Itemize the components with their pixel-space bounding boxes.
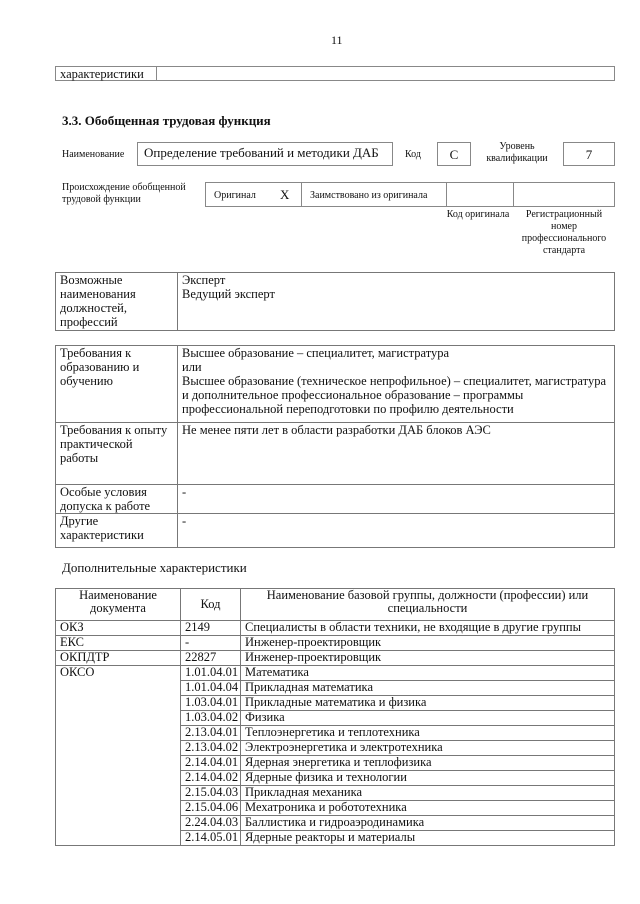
original-mark: X xyxy=(280,187,290,202)
position: Ведущий эксперт xyxy=(182,287,275,301)
name-cell: Инженер-проектировщик xyxy=(241,636,615,651)
code-cell: 2.13.04.02 xyxy=(181,741,241,756)
req-label: Требования к образованию и обучению xyxy=(56,346,178,423)
positions-label: Возможные наименования должностей, профессий xyxy=(56,273,178,331)
code-cell: 2.14.05.01 xyxy=(181,831,241,846)
req-value xyxy=(178,346,615,423)
doc-cell: ЕКС xyxy=(56,636,181,651)
positions-table xyxy=(55,272,615,331)
req-line: Высшее образование – специалитет, магистратура xyxy=(182,346,450,360)
req-line: Высшее образование (техническое непрофильное) – специалитет, магистратура и дополнительное профессиональное образование – программы профессиональной переподготовки по профилю деятельности xyxy=(182,374,606,416)
code-cell: 2.14.04.01 xyxy=(181,756,241,771)
naming-label: Наименование xyxy=(62,149,125,160)
code-cell: 2149 xyxy=(181,621,241,636)
table-row xyxy=(56,636,615,651)
name-cell: Теплоэнергетика и теплотехника xyxy=(241,726,615,741)
name-cell: Прикладная механика xyxy=(241,786,615,801)
name-cell: Баллистика и гидроаэродинамика xyxy=(241,816,615,831)
additional-title: Дополнительные характеристики xyxy=(62,560,247,575)
doc-cell: ОКЗ xyxy=(56,621,181,636)
name-cell: Ядерные реакторы и материалы xyxy=(241,831,615,846)
code-value: C xyxy=(437,142,471,166)
code-label: Код xyxy=(405,149,421,160)
origin-label: Происхождение обобщенной трудовой функции xyxy=(62,182,186,205)
req-label: Требования к опыту практической работы xyxy=(56,423,178,485)
req-label: Особые условия допуска к работе xyxy=(56,485,178,514)
doc-cell: ОКПДТР xyxy=(56,651,181,666)
divider xyxy=(446,183,447,206)
page-number: 11 xyxy=(331,33,343,47)
table-row xyxy=(56,621,615,636)
table-row xyxy=(56,666,615,681)
header-code: Код xyxy=(181,589,241,621)
name-cell: Специалисты в области техники, не входящие в другие группы xyxy=(241,621,615,636)
code-cell: 2.14.04.02 xyxy=(181,771,241,786)
prev-row xyxy=(55,66,615,81)
section-title: 3.3. Обобщенная трудовая функция xyxy=(62,113,271,128)
code-cell: 2.15.04.06 xyxy=(181,801,241,816)
req-label: Другие характеристики xyxy=(56,514,178,548)
code-cell: 2.24.04.03 xyxy=(181,816,241,831)
req-value: Не менее пяти лет в области разработки ДАБ блоков АЭС xyxy=(178,423,615,485)
header-name: Наименование базовой группы, должности (профессии) или специальности xyxy=(241,589,615,621)
divider xyxy=(301,183,302,206)
code-cell: - xyxy=(181,636,241,651)
additional-table xyxy=(55,588,615,846)
original-label: Оригинал xyxy=(214,190,256,201)
level-label: Уровень квалификации xyxy=(486,141,548,164)
reg-number-caption: Регистрационный номер профессионального стандарта xyxy=(521,209,607,256)
divider xyxy=(513,183,514,206)
function-name: Определение требований и методики ДАБ xyxy=(137,142,393,166)
name-cell: Электроэнергетика и электротехника xyxy=(241,741,615,756)
code-cell: 1.01.04.01 xyxy=(181,666,241,681)
divider xyxy=(156,67,157,80)
name-cell: Математика xyxy=(241,666,615,681)
name-cell: Физика xyxy=(241,711,615,726)
code-cell: 22827 xyxy=(181,651,241,666)
name-cell: Инженер-проектировщик xyxy=(241,651,615,666)
req-value: - xyxy=(178,514,615,548)
level-value: 7 xyxy=(563,142,615,166)
positions-values xyxy=(178,273,615,331)
borrowed-label: Заимствовано из оригинала xyxy=(310,190,428,201)
position: Эксперт xyxy=(182,273,226,287)
code-cell: 1.03.04.01 xyxy=(181,696,241,711)
name-cell: Прикладная математика xyxy=(241,681,615,696)
prev-row-label: характеристики xyxy=(60,67,144,81)
doc-cell: ОКСО xyxy=(56,666,181,846)
code-cell: 1.03.04.02 xyxy=(181,711,241,726)
name-cell: Ядерные физика и технологии xyxy=(241,771,615,786)
header-doc: Наименование документа xyxy=(56,589,181,621)
req-value: - xyxy=(178,485,615,514)
origin-table xyxy=(205,182,615,207)
code-cell: 2.15.04.03 xyxy=(181,786,241,801)
name-cell: Ядерная энергетика и теплофизика xyxy=(241,756,615,771)
req-line: или xyxy=(182,360,202,374)
code-cell: 2.13.04.01 xyxy=(181,726,241,741)
name-cell: Прикладные математика и физика xyxy=(241,696,615,711)
name-cell: Мехатроника и робототехника xyxy=(241,801,615,816)
code-cell: 1.01.04.04 xyxy=(181,681,241,696)
requirements-table xyxy=(55,345,615,548)
table-row xyxy=(56,651,615,666)
code-original-caption: Код оригинала xyxy=(446,209,510,220)
